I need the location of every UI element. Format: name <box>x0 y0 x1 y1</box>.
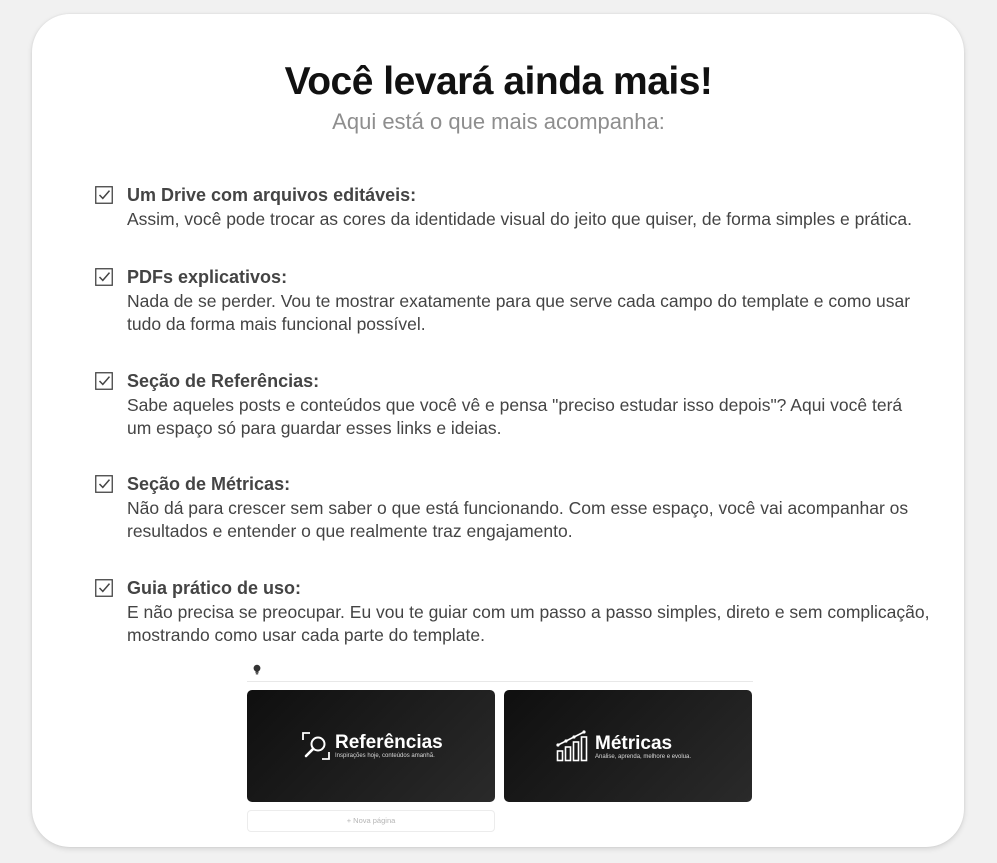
card-title: Referências <box>335 732 443 753</box>
feature-title: Guia prático de uso: <box>127 578 302 598</box>
card-tagline: Analise, aprenda, melhore e evolua. <box>595 754 692 760</box>
checkbox-checked-icon[interactable] <box>95 579 113 597</box>
feature-title: PDFs explicativos: <box>127 267 288 287</box>
card-title: Métricas <box>595 733 673 754</box>
page-title: Você levará ainda mais! <box>284 60 713 103</box>
feature-description: Assim, você pode trocar as cores da identidade visual do jeito que quiser, de forma simples e prática. <box>127 209 912 229</box>
checkbox-checked-icon[interactable] <box>95 372 113 390</box>
magnifier-icon <box>302 732 330 760</box>
new-page-button[interactable]: + Nova página <box>247 810 495 832</box>
notion-preview <box>247 662 753 834</box>
feature-title: Um Drive com arquivos editáveis: <box>127 185 417 205</box>
checkbox-checked-icon[interactable] <box>95 475 113 493</box>
divider <box>247 681 753 682</box>
feature-title: Seção de Métricas: <box>127 474 291 494</box>
gallery-card-references[interactable] <box>247 690 495 802</box>
feature-title: Seção de Referências: <box>127 371 320 391</box>
feature-description: Nada de se perder. Vou te mostrar exatamente para que serve cada campo do template e como usar tudo da forma mais funcional possível. <box>127 291 911 334</box>
bar-chart-icon <box>556 730 590 762</box>
feature-description: E não precisa se preocupar. Eu vou te guiar com um passo a passo simples, direto e sem complicação, mostrando como usar cada parte do template. <box>127 602 930 645</box>
card-tagline: Inspirações hoje, conteúdos amanhã. <box>335 753 435 759</box>
feature-description: Não dá para crescer sem saber o que está funcionando. Com esse espaço, você vai acompanhar os resultados e entender o que realmente traz engajamento. <box>127 498 909 541</box>
gallery-card-metrics[interactable] <box>504 690 752 802</box>
feature-description: Sabe aqueles posts e conteúdos que você vê e pensa "preciso estudar isso depois"? Aqui você terá um espaço só para guardar esses links e ideias. <box>127 395 903 438</box>
checkbox-checked-icon[interactable] <box>95 186 113 204</box>
checkbox-checked-icon[interactable] <box>95 268 113 286</box>
lightbulb-icon <box>252 664 262 676</box>
page-subtitle: Aqui está o que mais acompanha: <box>332 109 665 134</box>
